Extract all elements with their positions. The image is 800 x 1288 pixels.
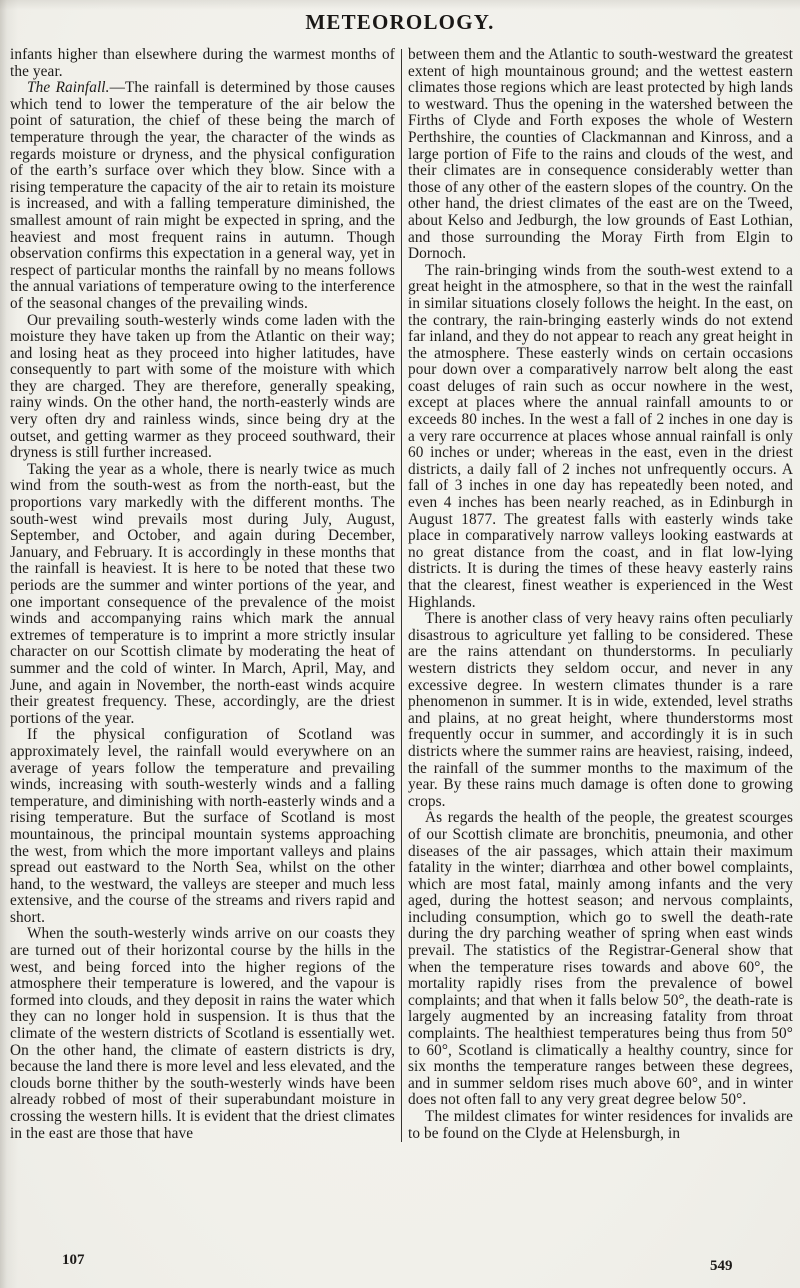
paragraph: Taking the year as a whole, there is nearly twice as much wind from the south-west as from the north-east, but the proportions vary markedly with the different months. The south-west wind prevails most during July, August, September, and October, and again during December, January, and February. It is accordingly in these months that the rainfall is heaviest. It is here to be noted that these two periods are the summer and winter portions of the year, and one important consequence of the prevalence of the moist winds and accompanying rains which mark the annual extremes of temperature is to imprint a more strictly insular character on our Scottish climate by moderating the heat of summer and the cold of winter. In March, April, May, and June, and again in November, the north-east winds acquire their greatest frequency. These, accordingly, are the driest portions of the year.	[10, 460, 395, 727]
left-column	[10, 47, 395, 1142]
page-number-left: 107	[62, 1252, 85, 1268]
column-divider-rule	[401, 49, 402, 1142]
page-number-right: 549	[710, 1258, 733, 1274]
paragraph: If the physical configuration of Scotland was approximately level, the rainfall would everywhere on an average of years follow the temperature and prevailing winds, increasing with south-westerly winds and a falling temperature, and diminishing with north-easterly winds and a rising temperature. But the surface of Scotland is most mountainous, the principal mountain systems approaching the west, from which the more important valleys and plains spread out eastward to the North Sea, whilst on the other hand, to the westward, the valleys are steeper and much less extensive, and the course of the streams and rivers rapid and short.	[10, 726, 395, 926]
text-columns	[0, 47, 800, 1142]
paragraph: The mildest climates for winter residences for invalids are to be found on the Clyde at Helensburgh, in	[408, 1108, 793, 1142]
paragraph: The Rainfall.—The rainfall is determined by those causes which tend to lower the temperature of the air below the point of saturation, the chief of these being the march of temperature through the year, the character of the winds as regards moisture or dryness, and the physical configuration of the earth’s surface over which they blow. Since with a rising temperature the capacity of the air to retain its moisture is increased, and with a falling temperature diminished, the smallest amount of rain might be expected in spring, and the heaviest and most frequent rains in autumn. Though observation confirms this expectation in a general way, yet in respect of particular months the rainfall by no means follows the annual variations of temperature owing to the interference of the seasonal changes of the prevailing winds.	[10, 79, 395, 312]
paragraph: There is another class of very heavy rains often peculiarly disastrous to agriculture yet falling to be considered. These are the rains attendant on thunderstorms. In peculiarly western districts they seldom occur, and never in any excessive degree. In western climates thunder is a rare phenomenon in summer. It is in wide, extended, level straths and plains, at no great height, where thunderstorms most frequently occur in summer, and accordingly it is in such districts where the summer rains are heaviest, raising, indeed, the rainfall of the summer months to the maximum of the year. By these rains much damage is often done to growing crops.	[408, 610, 793, 810]
paragraph: between them and the Atlantic to south-westward the greatest extent of high mountainous ground; and the wettest eastern climates those regions which are least protected by high lands to westward. Thus the opening in the watershed between the Firths of Clyde and Forth exposes the whole of Western Perthshire, the counties of Clackmannan and Kinross, and a large portion of Fife to the rains and clouds of the west, and their climates are in consequence considerably wetter than those of any other of the eastern slopes of the country. On the other hand, the driest climates of the east are on the Tweed, about Kelso and Jedburgh, the low grounds of East Lothian, and those surrounding the Moray Firth from Elgin to Dornoch.	[408, 46, 793, 263]
page-title: METEOROLOGY.	[305, 10, 495, 34]
paragraph: Our prevailing south-westerly winds come laden with the moisture they have taken up from the Atlantic on their way; and losing heat as they proceed into higher latitudes, have consequently to part with some of the moisture with which they are charged. They are therefore, generally speaking, rainy winds. On the other hand, the north-easterly winds are very often dry and rainless winds, since being dry at the outset, and getting warmer as they proceed southward, their dryness is still further increased.	[10, 311, 395, 462]
paragraph: As regards the health of the people, the greatest scourges of our Scottish climate are bronchitis, pneumonia, and other diseases of the air passages, which attain their maximum fatality in the winter; diarrhœa and other bowel complaints, which are most fatal, mainly among infants and the very aged, during the hottest season; and nervous complaints, including consumption, which go to swell the death-rate during the dry parching weather of spring when east winds prevail. The statistics of the Registrar-General show that when the temperature rises towards and above 60°, the mortality rapidly rises from the prevalence of bowel complaints; and that when it falls below 50°, the death-rate is largely augmented by an increasing fatality from throat complaints. The healthiest temperatures being thus from 50° to 60°, Scotland is climatically a healthy country, since for six months the temperature ranges between these degrees, and in summer seldom rises much above 60°, and in winter does not often fall to any very great degree below 50°.	[408, 809, 793, 1109]
paragraph: infants higher than elsewhere during the warmest months of the year.	[10, 46, 395, 80]
paragraph: The rain-bringing winds from the south-west extend to a great height in the atmosphere, so that in the west the rainfall in similar situations closely follows the height. In the east, on the contrary, the rain-bringing easterly winds do not extend far inland, and they do not appear to reach any great height in the atmosphere. These easterly winds on certain occasions pour down over a comparatively narrow belt along the east coast deluges of rain such as occur nowhere in the west, except at places where the annual rainfall amounts to or exceeds 80 inches. In the west a fall of 2 inches in one day is a very rare occurrence at places whose annual rainfall is only 60 inches or under; whereas in the east, even in the driest districts, a daily fall of 2 inches not unfrequently occurs. A fall of 3 inches in one day has repeatedly been noted, and even 4 inches has been nearly reached, as in Edinburgh in August 1877. The greatest falls with easterly winds take place in comparatively narrow valleys looking eastwards at no great distance from the coast, and in flat low-lying districts. It is during the times of these heavy easterly rains that the clearest, finest weather is experienced in the West Highlands.	[408, 261, 793, 611]
paragraph: When the south-westerly winds arrive on our coasts they are turned out of their horizontal course by the hills in the west, and being forced into the higher regions of the atmosphere their temperature is lowered, and the vapour is formed into clouds, and they deposit in rains the water which they can no longer hold in suspension. It is thus that the climate of the western districts of Scotland is essentially wet. On the other hand, the climate of eastern districts is dry, because the land there is more level and less elevated, and the clouds borne thither by the south-westerly winds have been already robbed of most of their superabundant moisture in crossing the western hills. It is evident that the driest climates in the east are those that have	[10, 925, 395, 1142]
right-column	[408, 47, 793, 1142]
paragraph-lead-italic: The Rainfall.	[27, 79, 110, 97]
